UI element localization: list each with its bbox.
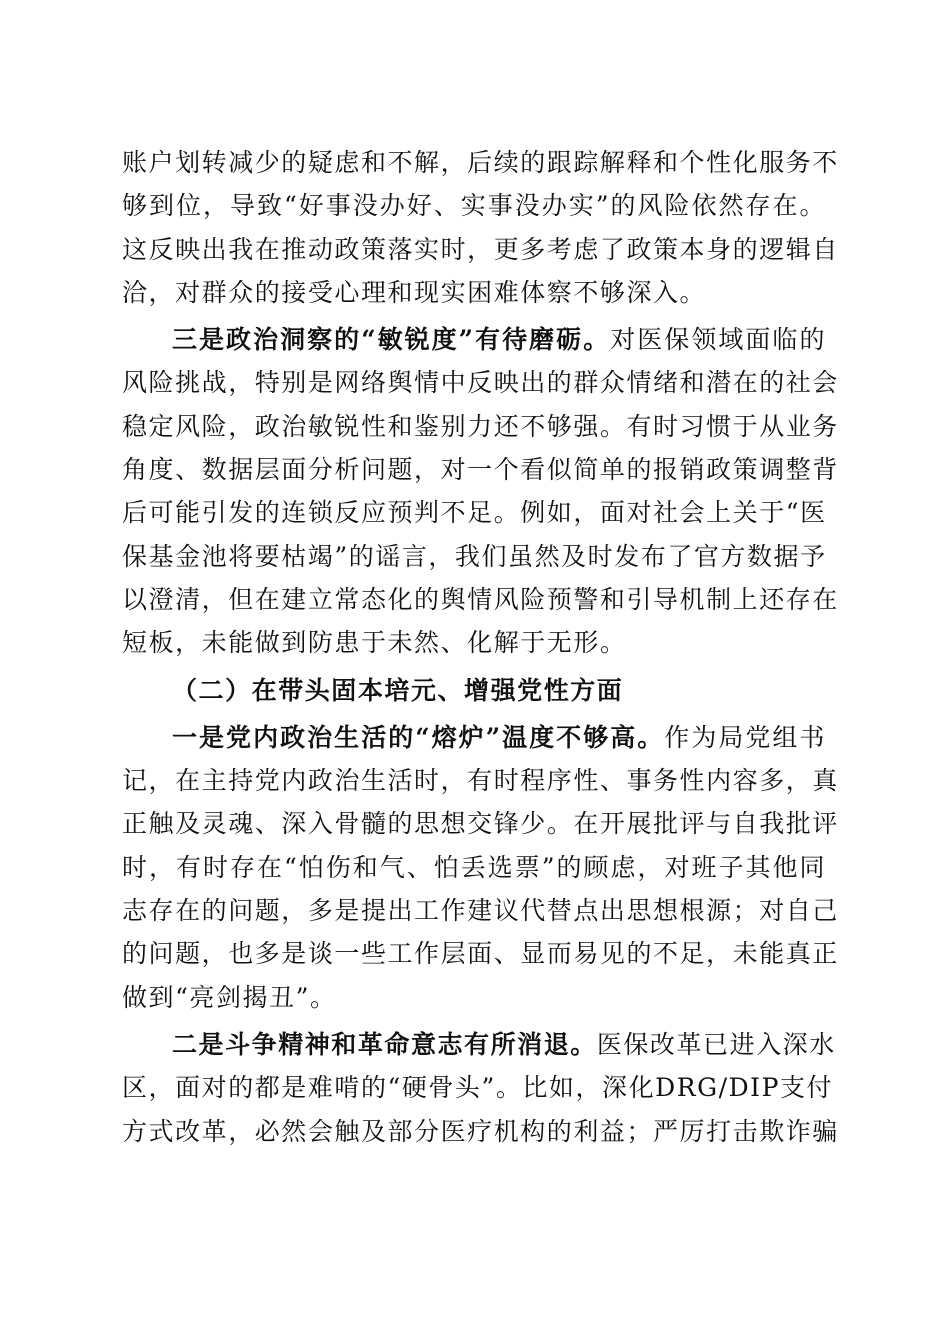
paragraph-lead: 三是政治洞察的“敏锐度”有待磨砺。: [172, 325, 611, 355]
section-heading-text: （二）在带头固本培元、增强党性方面: [172, 675, 624, 705]
text-line: 时，有时存在“怕伤和气、怕丢选票”的顾虑，对班子其他同: [122, 852, 826, 882]
text-line: 够到位，导致“好事没办好、实事没办实”的风险依然存在。: [122, 191, 826, 221]
text-line: [122, 318, 826, 361]
text-line: 短板，未能做到防患于未然、化解于无形。: [122, 628, 627, 658]
text-line: 这反映出我在推动政策落实时，更多考虑了政策本身的逻辑自: [122, 234, 839, 264]
paragraph-lead: 二是斗争精神和革命意志有所消退。: [172, 1029, 597, 1059]
paragraph: [122, 1023, 839, 1153]
text-fragment: 医保改革已进入深水: [596, 1029, 836, 1059]
text-line: 做到“亮剑揭丑”。: [122, 982, 337, 1012]
text-line: 账户划转减少的疑虑和不解，后续的跟踪解释和个性化服务不: [122, 148, 839, 177]
text-line: 正触及灵魂、深入骨髓的思想交锋少。在开展批评与自我批评: [122, 809, 839, 839]
paragraph: [122, 318, 839, 664]
text-line: [122, 1023, 836, 1066]
text-line: 风险挑战，特别是网络舆情中反映出的群众情绪和潜在的社会: [122, 368, 839, 398]
text-line: 方式改革，必然会触及部分医疗机构的利益；严厉打击欺诈骗: [122, 1116, 839, 1146]
text-line: 后可能引发的连锁反应预判不足。例如，面对社会上关于“医: [122, 498, 827, 528]
text-fragment: 对医保领域面临的: [610, 325, 826, 355]
section-heading: [122, 669, 826, 712]
paragraph: [122, 716, 839, 1019]
text-line: 稳定风险，政治敏锐性和鉴别力还不够强。有时习惯于从业务: [122, 411, 839, 441]
text-line: 志存在的问题，多是提出工作建议代替点出思想根源；对自己: [122, 896, 839, 926]
text-line: 保基金池将要枯竭”的谣言，我们虽然及时发布了官方数据予: [122, 541, 827, 571]
document-body: [122, 141, 839, 1153]
paragraph: [122, 141, 839, 314]
text-line: 角度、数据层面分析问题，对一个看似简单的报销政策调整背: [122, 455, 839, 485]
text-fragment: 作为局党组书: [664, 722, 826, 752]
text-line: 以澄清，但在建立常态化的舆情风险预警和引导机制上还存在: [122, 584, 839, 614]
text-line: 记，在主持党内政治生活时，有时程序性、事务性内容多，真: [122, 766, 839, 796]
text-line: 区，面对的都是难啃的“硬骨头”。比如，深化DRG/DIP支付: [122, 1073, 834, 1103]
paragraph-lead: 一是党内政治生活的“熔炉”温度不够高。: [172, 722, 665, 752]
text-line: [122, 716, 826, 759]
text-line: 的问题，也多是谈一些工作层面、显而易见的不足，未能真正: [122, 939, 839, 969]
text-line: 洽，对群众的接受心理和现实困难体察不够深入。: [122, 277, 707, 307]
